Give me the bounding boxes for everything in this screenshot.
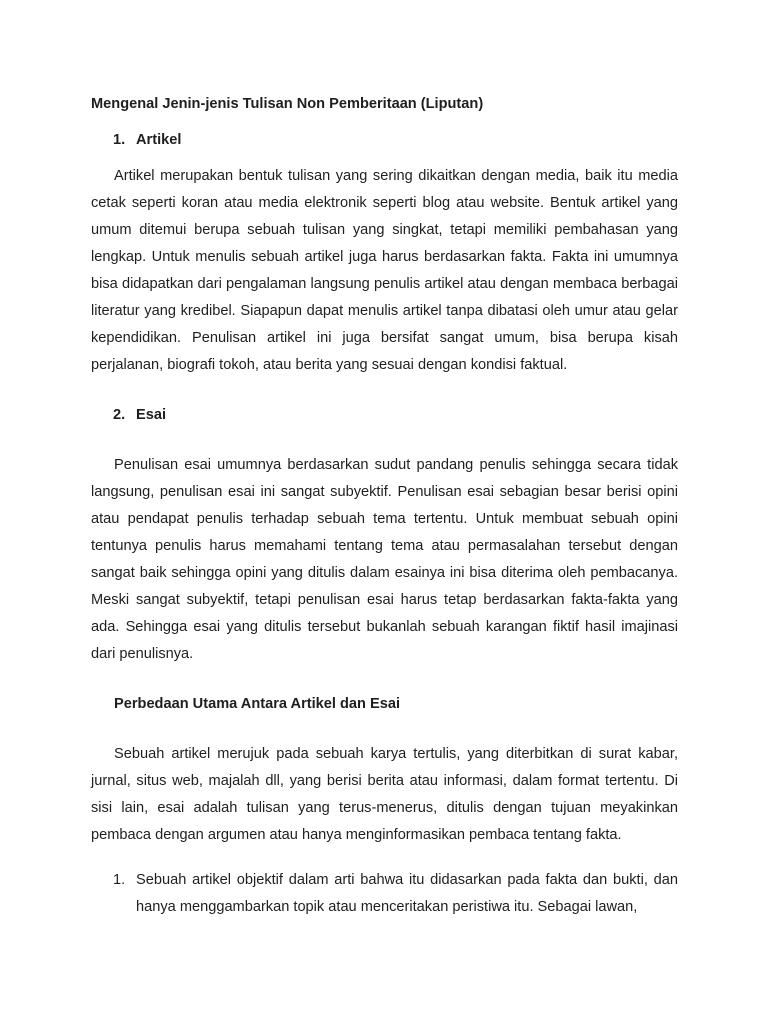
- paragraph-esai: Penulisan esai umumnya berdasarkan sudut pandang penulis sehingga secara tidak langsung, penulisan esai ini sangat subyektif. Penulisan esai sebagian besar berisi opini atau pendapat penulis terhadap sebuah tema tertentu. Untuk membuat sebuah opini tentunya penulis harus memahami tentang tema atau permasalahan tersebut dengan sangat baik sehingga opini yang ditulis dalam esainya ini bisa diterima oleh pembacanya. Meski sangat subyektif, tetapi penulisan esai harus tetap berdasarkan fakta-fakta yang ada. Sehingga esai yang ditulis tersebut bukanlah sebuah karangan fiktif hasil imajinasi dari penulisnya.: [91, 457, 678, 662]
- paragraph-perbedaan: Sebuah artikel merujuk pada sebuah karya tertulis, yang diterbitkan di surat kabar, jurnal, situs web, majalah dll, yang berisi berita atau informasi, dalam format tertentu. Di sisi lain, esai adalah tulisan yang terus-menerus, ditulis dengan tujuan meyakinkan pembaca dengan argumen atau hanya menginformasikan pembaca tentang fakta.: [91, 746, 678, 843]
- spacer: [91, 668, 678, 691]
- document-title: Mengenal Jenin-jenis Tulisan Non Pemberitaan (Liputan): [91, 96, 484, 112]
- list-number: 1.: [113, 872, 126, 888]
- section-number: 2.: [113, 407, 126, 423]
- section-heading-perbedaan: Perbedaan Utama Antara Artikel dan Esai: [114, 696, 401, 712]
- section-title: Artikel: [136, 132, 182, 148]
- section-heading-esai: [91, 402, 678, 429]
- document-body: [91, 91, 678, 921]
- list-item: [91, 867, 678, 921]
- spacer: [91, 849, 678, 867]
- paragraph-artikel: Artikel merupakan bentuk tulisan yang sering dikaitkan dengan media, baik itu media cetak seperti koran atau media elektronik seperti blog atau website. Bentuk artikel yang umum ditemui berupa sebuah tulisan yang singkat, tetapi memiliki pembahasan yang lengkap. Untuk menulis sebuah artikel juga harus berdasarkan fakta. Fakta ini umumnya bisa didapatkan dari pengalaman langsung penulis artikel atau dengan membaca berbagai literatur yang kredibel. Siapapun dapat menulis artikel tanpa dibatasi oleh umur atau gelar kependidikan. Penulisan artikel ini juga bersifat sangat umum, bisa berupa kisah perjalanan, biografi tokoh, atau berita yang sesuai dengan kondisi faktual.: [91, 168, 678, 373]
- spacer: [91, 718, 678, 741]
- section-number: 1.: [113, 132, 126, 148]
- section-title: Esai: [136, 407, 167, 423]
- section-heading-artikel: [91, 127, 678, 154]
- spacer: [91, 379, 678, 402]
- list-text: Sebuah artikel objektif dalam arti bahwa itu didasarkan pada fakta dan bukti, dan hanya menggambarkan topik atau menceritakan peristiwa itu. Sebagai lawan,: [136, 872, 678, 915]
